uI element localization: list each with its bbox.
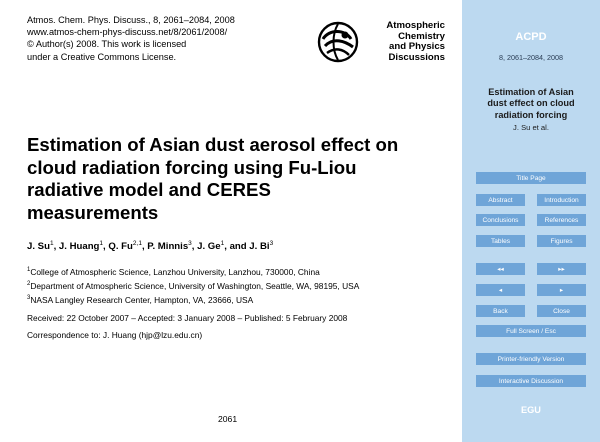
affiliation-number: 1 bbox=[27, 267, 31, 273]
figures-button[interactable]: Figures bbox=[537, 235, 586, 247]
author-separator: , and bbox=[224, 241, 250, 253]
logo-line: Atmospheric bbox=[386, 20, 445, 31]
author-affiliation-mark: 3 bbox=[269, 240, 274, 247]
author-name: P. Minnis bbox=[147, 241, 189, 253]
title-line: radiative model and CERES bbox=[27, 179, 271, 200]
license-line: under a Creative Commons License. bbox=[27, 51, 177, 62]
sidebar-title-line: radiation forcing bbox=[494, 109, 568, 120]
sidebar-title-line: Estimation of Asian bbox=[488, 87, 574, 97]
introduction-button[interactable]: Introduction bbox=[537, 194, 586, 206]
author-name: J. Huang bbox=[58, 241, 100, 253]
publisher-label: EGU bbox=[521, 405, 541, 415]
author-name: Q. Fu bbox=[108, 241, 133, 253]
affiliation-number: 2 bbox=[27, 281, 31, 287]
logo-line: and Physics bbox=[389, 41, 445, 53]
affiliation-item bbox=[27, 278, 359, 292]
page-number: 2061 bbox=[218, 414, 238, 424]
references-button[interactable]: References bbox=[537, 214, 586, 226]
author-affiliation-mark: 1 bbox=[220, 240, 225, 247]
full-screen-button[interactable]: Full Screen / Esc bbox=[476, 325, 586, 337]
tables-button[interactable]: Tables bbox=[476, 235, 525, 247]
citation-url[interactable]: www.atmos-chem-phys-discuss.net/8/2061/2008/ bbox=[27, 27, 228, 38]
license-line: © Author(s) 2008. This work is licensed bbox=[27, 39, 187, 50]
affiliation-text: Department of Atmospheric Science, University of Washington, Seattle, WA, 98195, USA bbox=[30, 280, 360, 291]
author-separator: , bbox=[141, 241, 148, 253]
logo-line: Chemistry bbox=[398, 30, 445, 42]
next-page-button[interactable]: ▸ bbox=[537, 284, 586, 296]
previous-page-button[interactable]: ◂ bbox=[476, 284, 525, 296]
author-name: J. Su bbox=[27, 241, 50, 253]
sidebar-volume-pages: 8, 2061–2084, 2008 bbox=[499, 53, 563, 62]
sidebar-short-title bbox=[462, 87, 600, 121]
title-line: cloud radiation forcing using Fu-Liou bbox=[27, 156, 357, 178]
author-affiliation-mark: 1 bbox=[49, 240, 54, 247]
title-line: measurements bbox=[27, 201, 159, 223]
author-separator: , bbox=[191, 241, 198, 253]
interactive-discussion-button[interactable]: Interactive Discussion bbox=[476, 375, 586, 387]
title-line: Estimation of Asian dust aerosol effect on bbox=[27, 134, 399, 155]
publication-dates: Received: 22 October 2007 – Accepted: 3 January 2008 – Published: 5 February 2008 bbox=[27, 313, 348, 323]
logo-text bbox=[361, 21, 445, 63]
correspondence: Correspondence to: J. Huang (hjp@lzu.edu.cn) bbox=[27, 330, 203, 340]
affiliation-number: 3 bbox=[27, 295, 31, 301]
logo-line: Discussions bbox=[388, 51, 445, 63]
sidebar-title-line: dust effect on cloud bbox=[487, 98, 575, 109]
author-affiliation-mark: 3 bbox=[188, 240, 192, 247]
conclusions-button[interactable]: Conclusions bbox=[476, 214, 525, 226]
sidebar-journal: ACPD bbox=[515, 31, 547, 43]
close-button[interactable]: Close bbox=[537, 305, 586, 317]
affiliation-item bbox=[27, 292, 359, 306]
first-page-button[interactable]: ◂◂ bbox=[476, 263, 525, 275]
affiliation-text: College of Atmospheric Science, Lanzhou University, Lanzhou, 730000, China bbox=[30, 266, 320, 277]
journal-logo bbox=[315, 19, 445, 69]
acp-swirl-logo-icon bbox=[315, 19, 361, 65]
title-page-button[interactable]: Title Page bbox=[476, 172, 586, 184]
author-list bbox=[27, 240, 273, 252]
author-name: J. Bi bbox=[249, 241, 270, 253]
citation-line: Atmos. Chem. Phys. Discuss., 8, 2061–2084, 2008 bbox=[27, 15, 235, 25]
sidebar-author: J. Su et al. bbox=[513, 123, 549, 132]
printer-friendly-button[interactable]: Printer-friendly Version bbox=[476, 353, 586, 365]
author-affiliation-mark: 2,1 bbox=[132, 240, 142, 247]
author-separator: , bbox=[103, 241, 109, 253]
last-page-button[interactable]: ▸▸ bbox=[537, 263, 586, 275]
abstract-button[interactable]: Abstract bbox=[476, 194, 525, 206]
author-affiliation-mark: 1 bbox=[99, 240, 104, 247]
citation-block bbox=[27, 14, 235, 63]
author-separator: , bbox=[53, 241, 59, 253]
paper-title bbox=[27, 134, 447, 224]
affiliation-list bbox=[27, 264, 359, 306]
affiliation-text: NASA Langley Research Center, Hampton, VA, 23666, USA bbox=[30, 294, 254, 305]
affiliation-item bbox=[27, 264, 359, 278]
back-button[interactable]: Back bbox=[476, 305, 525, 317]
author-name: J. Ge bbox=[197, 241, 221, 253]
